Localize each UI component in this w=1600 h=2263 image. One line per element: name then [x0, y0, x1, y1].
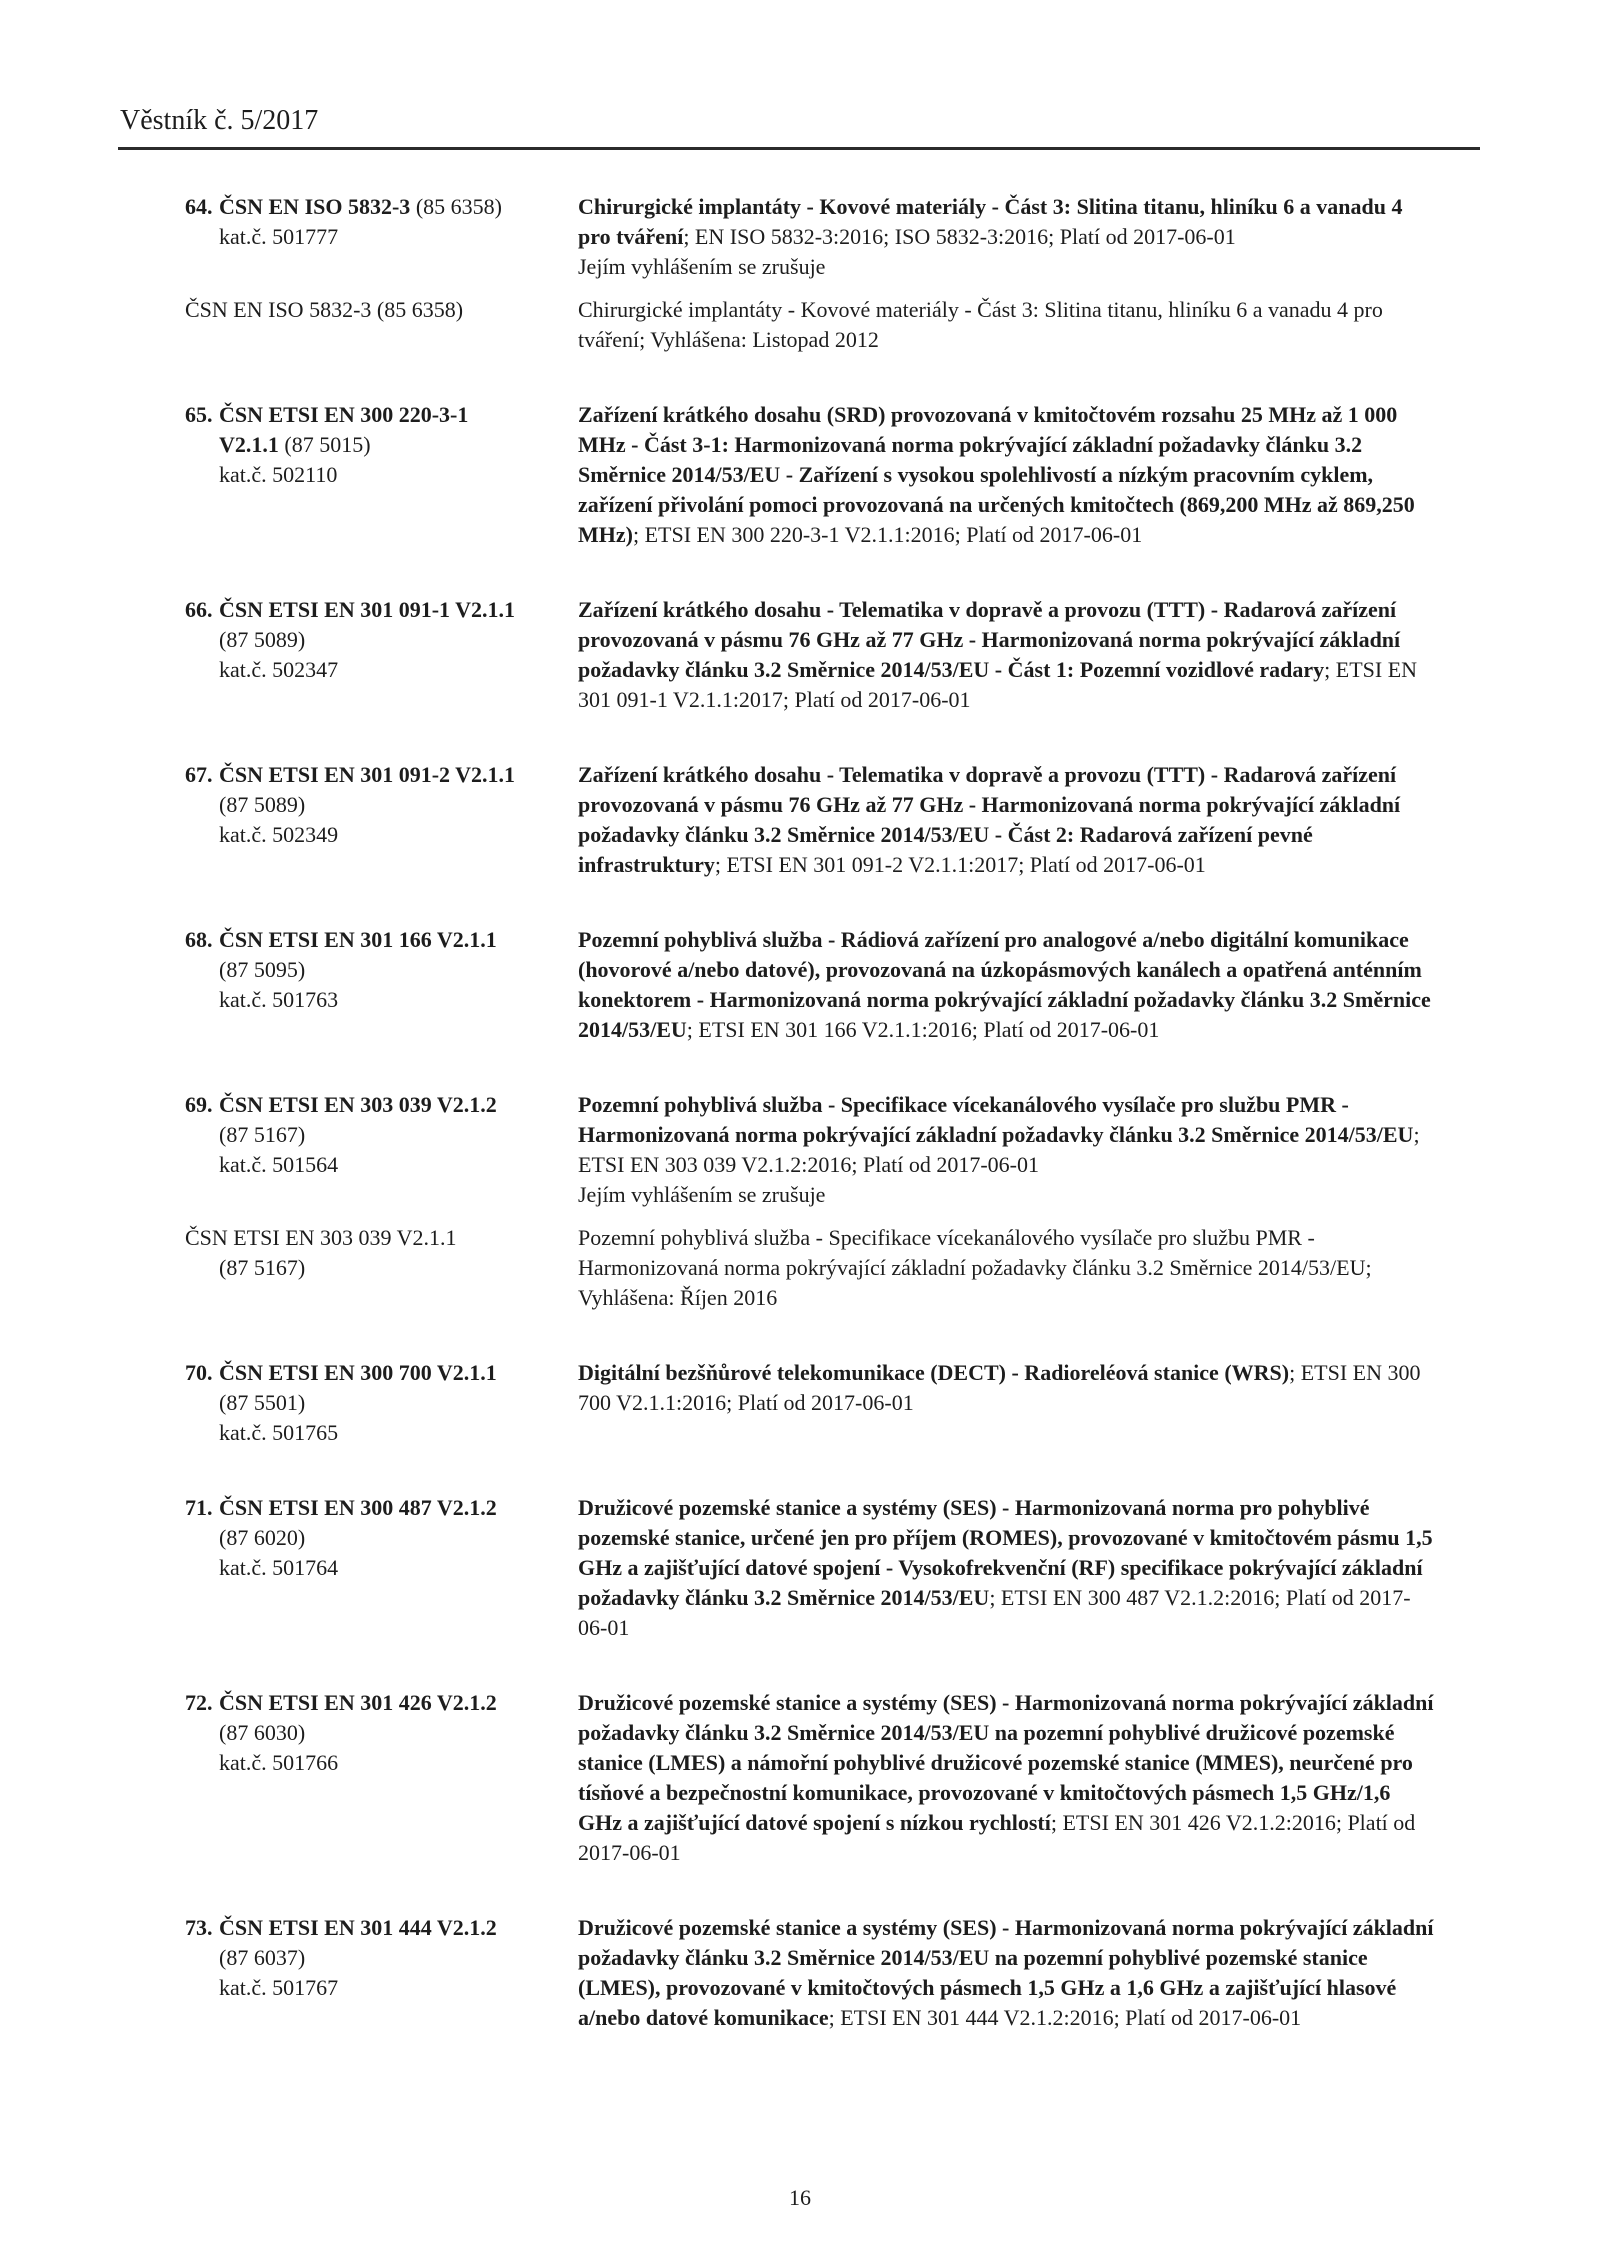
- designation-detail: (87 5089): [219, 627, 306, 652]
- description-title: Digitální bezšňůrové telekomunikace (DECT) - Radioreléová stanice (WRS): [578, 1360, 1290, 1385]
- designation-line: [185, 1493, 566, 1523]
- description-paragraph: [578, 1493, 1436, 1643]
- designation-detail: kat.č. 502110: [219, 462, 338, 487]
- designation-detail: (87 5089): [219, 792, 306, 817]
- entry-designation: [185, 1090, 578, 1180]
- designation-text: ČSN ETSI EN 303 039 V2.1.2: [219, 1092, 497, 1117]
- designation-detail: kat.č. 502349: [219, 822, 339, 847]
- header-divider: [118, 147, 1480, 150]
- designation-line: [219, 820, 566, 850]
- designation-detail: ČSN ETSI EN 303 039 V2.1.1: [185, 1225, 457, 1250]
- entry-description: [578, 192, 1436, 282]
- designation-text: ČSN ETSI EN 301 166 V2.1.1: [219, 927, 497, 952]
- designation-detail: (87 5015): [278, 432, 371, 457]
- designation-line: [219, 1553, 566, 1583]
- designation-line: [219, 1150, 566, 1180]
- designation-line: [185, 400, 566, 430]
- description-title: Družicové pozemské stanice a systémy (SES) - Harmonizovaná norma pro pohyblivé pozemské stanice, určené jen pro příjem (ROMES), provozované v kmitočtovém pásmu 1,5 GHz a zajišťující datové spojení - Vysokofrekvenční (RF) specifikace pokrývající základní požadavky článku 3.2 Směrnice 2014/53/EU: [578, 1495, 1433, 1610]
- designation-text: ČSN ETSI EN 301 426 V2.1.2: [219, 1690, 497, 1715]
- entry-description: [578, 1358, 1436, 1418]
- designation-detail: kat.č. 501777: [219, 224, 339, 249]
- superseded-text: Pozemní pohyblivá služba - Specifikace vícekanálového vysílače pro službu PMR - Harmonizovaná norma pokrývající základní požadavky článku 3.2 Směrnice 2014/53/EU; Vyhlášena: Říjen 2016: [578, 1225, 1372, 1310]
- description-references: ; ETSI EN 301 091-1 V2.1.1:2017; Platí od 2017-06-01: [578, 657, 1418, 712]
- entry-number: 72.: [185, 1690, 213, 1715]
- description-paragraph: [578, 595, 1436, 715]
- entry-number: 67.: [185, 762, 213, 787]
- designation-detail: (87 5167): [219, 1122, 306, 1147]
- entry-number: 68.: [185, 927, 213, 952]
- entry-number: 65.: [185, 402, 213, 427]
- designation-line: [219, 655, 566, 685]
- entry-main-row: [185, 595, 1436, 715]
- entry-main-row: [185, 1493, 1436, 1643]
- designation-text: V2.1.1: [219, 432, 279, 457]
- designation-detail: kat.č. 501564: [219, 1152, 339, 1177]
- description-references: ; ETSI EN 301 166 V2.1.1:2016; Platí od 2017-06-01: [686, 1017, 1160, 1042]
- entry-superseded-row: [185, 1223, 1436, 1313]
- designation-text: ČSN EN ISO 5832-3: [219, 194, 411, 219]
- entry-designation: [185, 1358, 578, 1448]
- designation-detail: (87 5095): [219, 957, 306, 982]
- designation-line: [219, 460, 566, 490]
- entry-designation: [185, 595, 578, 685]
- designation-line: [219, 1388, 566, 1418]
- designation-detail: kat.č. 501765: [219, 1420, 339, 1445]
- designation-detail: kat.č. 501764: [219, 1555, 339, 1580]
- standard-entry: [185, 192, 1436, 355]
- designation-line: [185, 1688, 566, 1718]
- designation-line: [219, 790, 566, 820]
- description-title: Družicové pozemské stanice a systémy (SES) - Harmonizovaná norma pokrývající základní požadavky článku 3.2 Směrnice 2014/53/EU na pozemní pohyblivé pozemské stanice (LMES), provozované v kmitočtových pásmech 1,5 GHz a 1,6 GHz a zajišťující hlasové a/nebo datové komunikace: [578, 1915, 1434, 2030]
- standard-entry: [185, 400, 1436, 550]
- description-title: Družicové pozemské stanice a systémy (SES) - Harmonizovaná norma pokrývající základní požadavky článku 3.2 Směrnice 2014/53/EU na pozemní pohyblivé družicové pozemské stanice (LMES) a námořní pohyblivé družicové pozemské stanice (MMES), neurčené pro tísňové a bezpečnostní komunikace, provozované v kmitočtových pásmech 1,5 GHz/1,6 GHz a zajišťující datové spojení s nízkou rychlostí: [578, 1690, 1434, 1835]
- standard-entry: [185, 760, 1436, 880]
- entry-designation: [185, 400, 578, 490]
- standards-list: [185, 192, 1436, 2078]
- superseded-designation: [185, 295, 578, 325]
- designation-line: [219, 1748, 566, 1778]
- entry-superseded-row: [185, 295, 1436, 355]
- designation-detail: (87 6030): [219, 1720, 306, 1745]
- designation-line: [219, 1418, 566, 1448]
- standard-entry: [185, 595, 1436, 715]
- designation-text: ČSN ETSI EN 301 091-1 V2.1.1: [219, 597, 516, 622]
- superseded-description: [578, 1223, 1436, 1313]
- designation-line: [219, 625, 566, 655]
- description-references: ; ETSI EN 301 426 V2.1.2:2016; Platí od 2017-06-01: [578, 1810, 1416, 1865]
- entry-main-row: [185, 1913, 1436, 2033]
- description-paragraph: [578, 1688, 1436, 1868]
- designation-detail: (87 5167): [219, 1255, 306, 1280]
- entry-designation: [185, 1913, 578, 2003]
- designation-detail: kat.č. 501766: [219, 1750, 339, 1775]
- entry-description: [578, 1090, 1436, 1210]
- designation-line: [219, 1253, 566, 1283]
- description-paragraph: [578, 760, 1436, 880]
- entry-number: 64.: [185, 194, 213, 219]
- entry-main-row: [185, 1090, 1436, 1210]
- description-paragraph: [578, 1358, 1436, 1418]
- designation-line: [219, 985, 566, 1015]
- standard-entry: [185, 1688, 1436, 1868]
- entry-main-row: [185, 925, 1436, 1045]
- description-title: Zařízení krátkého dosahu - Telematika v dopravě a provozu (TTT) - Radarová zařízení provozovaná v pásmu 76 GHz až 77 GHz - Harmonizovaná norma pokrývající základní požadavky článku 3.2 Směrnice 2014/53/EU - Část 2: Radarová zařízení pevné infrastruktury: [578, 762, 1401, 877]
- designation-detail: (87 5501): [219, 1390, 306, 1415]
- description-title: Pozemní pohyblivá služba - Specifikace vícekanálového vysílače pro službu PMR - Harmonizovaná norma pokrývající základní požadavky článku 3.2 Směrnice 2014/53/EU: [578, 1092, 1414, 1147]
- designation-detail: (85 6358): [410, 194, 502, 219]
- revocation-note: Jejím vyhlášením se zrušuje: [578, 1182, 826, 1207]
- entry-main-row: [185, 1358, 1436, 1448]
- entry-description: [578, 400, 1436, 550]
- designation-detail: (87 6037): [219, 1945, 306, 1970]
- designation-text: ČSN ETSI EN 301 444 V2.1.2: [219, 1915, 497, 1940]
- description-title: Chirurgické implantáty - Kovové materiály - Část 3: Slitina titanu, hliníku 6 a vanadu 4 pro tváření: [578, 194, 1403, 249]
- entry-designation: [185, 760, 578, 850]
- entry-number: 71.: [185, 1495, 213, 1520]
- designation-line: [219, 1523, 566, 1553]
- superseded-description: [578, 295, 1436, 355]
- entry-designation: [185, 1688, 578, 1778]
- designation-line: [219, 1718, 566, 1748]
- designation-line: [219, 1973, 566, 2003]
- designation-detail: (87 6020): [219, 1525, 306, 1550]
- standard-entry: [185, 1493, 1436, 1643]
- entry-description: [578, 1493, 1436, 1643]
- description-title: Zařízení krátkého dosahu - Telematika v dopravě a provozu (TTT) - Radarová zařízení provozovaná v pásmu 76 GHz až 77 GHz - Harmonizovaná norma pokrývající základní požadavky článku 3.2 Směrnice 2014/53/EU - Část 1: Pozemní vozidlové radary: [578, 597, 1401, 682]
- description-title: Zařízení krátkého dosahu (SRD) provozovaná v kmitočtovém rozsahu 25 MHz až 1 000 MHz - Část 3-1: Harmonizovaná norma pokrývající základní požadavky článku 3.2 Směrnice 2014/53/EU - Zařízení s vysokou spolehlivostí a nízkým pracovním cyklem, zařízení přivolání pomoci provozovaná na určených kmitočtech (869,200 MHz až 869,250 MHz): [578, 402, 1415, 547]
- entry-number: 66.: [185, 597, 213, 622]
- description-paragraph: [578, 192, 1436, 252]
- entry-description: [578, 595, 1436, 715]
- designation-line: [219, 222, 566, 252]
- description-paragraph: [578, 1913, 1436, 2033]
- description-title: Pozemní pohyblivá služba - Rádiová zařízení pro analogové a/nebo digitální komunikace (hovorové a/nebo datové), provozovaná na úzkopásmových kanálech a opatřená anténním konektorem - Harmonizovaná norma pokrývající základní požadavky článku 3.2 Směrnice 2014/53/EU: [578, 927, 1431, 1042]
- entry-designation: [185, 192, 578, 252]
- designation-line: [185, 925, 566, 955]
- page-number: 16: [789, 2185, 811, 2210]
- description-references: ; ETSI EN 300 700 V2.1.1:2016; Platí od 2017-06-01: [578, 1360, 1421, 1415]
- description-paragraph: [578, 400, 1436, 550]
- description-references: ; ETSI EN 303 039 V2.1.2:2016; Platí od 2017-06-01: [578, 1122, 1420, 1177]
- description-references: ; ETSI EN 301 444 V2.1.2:2016; Platí od 2017-06-01: [828, 2005, 1302, 2030]
- designation-line: [219, 955, 566, 985]
- entry-main-row: [185, 400, 1436, 550]
- entry-description: [578, 1688, 1436, 1868]
- superseded-text: Chirurgické implantáty - Kovové materiály - Část 3: Slitina titanu, hliníku 6 a vanadu 4 pro tváření; Vyhlášena: Listopad 2012: [578, 297, 1383, 352]
- designation-line: [185, 1090, 566, 1120]
- designation-line: [185, 295, 566, 325]
- designation-line: [185, 760, 566, 790]
- designation-detail: kat.č. 502347: [219, 657, 339, 682]
- description-references: ; ETSI EN 301 091-2 V2.1.1:2017; Platí od 2017-06-01: [714, 852, 1206, 877]
- standard-entry: [185, 1913, 1436, 2033]
- description-references: ; ETSI EN 300 487 V2.1.2:2016; Platí od 2017-06-01: [578, 1585, 1411, 1640]
- entry-description: [578, 1913, 1436, 2033]
- designation-line: [185, 1358, 566, 1388]
- description-paragraph: [578, 925, 1436, 1045]
- entry-description: [578, 760, 1436, 880]
- entry-designation: [185, 925, 578, 1015]
- superseded-designation: [185, 1223, 578, 1283]
- entry-number: 69.: [185, 1092, 213, 1117]
- designation-detail: kat.č. 501767: [219, 1975, 339, 2000]
- entry-description: [578, 925, 1436, 1045]
- entry-main-row: [185, 192, 1436, 282]
- designation-detail: kat.č. 501763: [219, 987, 339, 1012]
- designation-line: [185, 595, 566, 625]
- designation-line: [185, 1223, 566, 1253]
- revocation-note: Jejím vyhlášením se zrušuje: [578, 254, 826, 279]
- standard-entry: [185, 1090, 1436, 1313]
- designation-text: ČSN ETSI EN 300 700 V2.1.1: [219, 1360, 497, 1385]
- standard-entry: [185, 1358, 1436, 1448]
- entry-number: 70.: [185, 1360, 213, 1385]
- entry-designation: [185, 1493, 578, 1583]
- designation-line: [185, 1913, 566, 1943]
- description-references: ; ETSI EN 300 220-3-1 V2.1.1:2016; Platí od 2017-06-01: [632, 522, 1143, 547]
- designation-text: ČSN ETSI EN 301 091-2 V2.1.1: [219, 762, 516, 787]
- designation-detail: ČSN EN ISO 5832-3 (85 6358): [185, 297, 464, 322]
- designation-line: [219, 1943, 566, 1973]
- entry-number: 73.: [185, 1915, 213, 1940]
- page-header: Věstník č. 5/2017: [120, 105, 319, 136]
- standard-entry: [185, 925, 1436, 1045]
- designation-text: ČSN ETSI EN 300 220-3-1: [219, 402, 469, 427]
- designation-line: [185, 192, 566, 222]
- designation-text: ČSN ETSI EN 300 487 V2.1.2: [219, 1495, 497, 1520]
- entry-main-row: [185, 760, 1436, 880]
- description-references: ; EN ISO 5832-3:2016; ISO 5832-3:2016; Platí od 2017-06-01: [683, 224, 1236, 249]
- designation-line: [219, 430, 566, 460]
- designation-line: [219, 1120, 566, 1150]
- entry-main-row: [185, 1688, 1436, 1868]
- description-paragraph: [578, 1090, 1436, 1180]
